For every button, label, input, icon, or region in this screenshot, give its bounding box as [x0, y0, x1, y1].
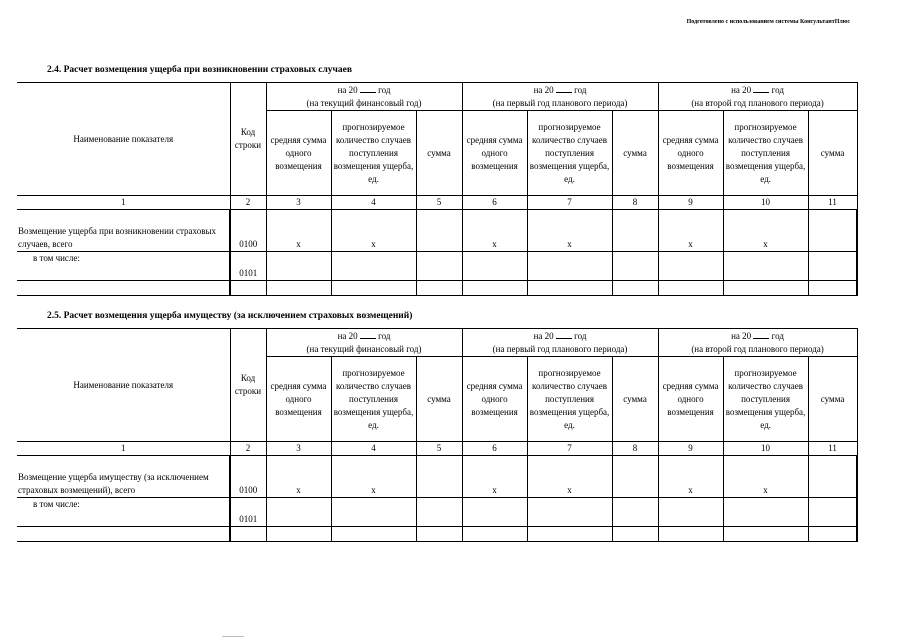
col-number: 6 — [462, 196, 527, 210]
col-head-sum: сумма — [416, 111, 462, 196]
cell-input[interactable] — [527, 252, 612, 281]
period-prefix: на 20 — [533, 85, 554, 95]
row-code: 0100 — [230, 210, 266, 252]
col-number: 6 — [462, 442, 527, 456]
cell-input[interactable] — [416, 281, 462, 296]
cell-input[interactable] — [266, 527, 331, 542]
cell-input[interactable] — [230, 527, 266, 542]
period-prefix: на 20 — [337, 85, 358, 95]
col-head-avg: средняя сумма одного возмещения — [658, 357, 723, 442]
row-including-label: в том числе: — [17, 252, 230, 281]
cell-input[interactable] — [808, 456, 857, 498]
cell-input[interactable] — [612, 498, 658, 527]
col-head-period-current — [266, 83, 462, 111]
cell-empty — [17, 527, 230, 542]
col-number: 2 — [230, 196, 266, 210]
cell-mark: x — [266, 210, 331, 252]
row-code: 0101 — [230, 252, 266, 281]
row-total-label: Возмещение ущерба при возникновении страховых случаев, всего — [17, 210, 230, 252]
cell-input[interactable] — [266, 498, 331, 527]
col-head-name: Наименование показателя — [17, 329, 230, 442]
col-number: 9 — [658, 442, 723, 456]
period-suffix: год — [771, 85, 784, 95]
table-row — [17, 281, 857, 296]
period-note: (на первый год планового периода) — [492, 98, 628, 108]
cell-input[interactable] — [462, 498, 527, 527]
cell-input[interactable] — [416, 210, 462, 252]
col-head-forecast: прогнозируемое количество случаев поступления возмещения ущерба, ед. — [527, 357, 612, 442]
period-note: (на текущий финансовый год) — [306, 344, 422, 354]
col-number: 3 — [266, 196, 331, 210]
col-head-period-second — [658, 329, 857, 357]
col-number: 3 — [266, 442, 331, 456]
table-2-4 — [17, 82, 858, 296]
period-prefix: на 20 — [731, 331, 752, 341]
col-head-period-first — [462, 83, 658, 111]
cell-input[interactable] — [462, 252, 527, 281]
period-suffix: год — [574, 331, 587, 341]
cell-input[interactable] — [416, 527, 462, 542]
col-head-forecast: прогнозируемое количество случаев поступления возмещения ущерба, ед. — [723, 357, 808, 442]
cell-mark: x — [331, 456, 416, 498]
col-head-period-first — [462, 329, 658, 357]
cell-input[interactable] — [612, 252, 658, 281]
cell-mark: x — [331, 210, 416, 252]
row-total-label: Возмещение ущерба имуществу (за исключением страховых возмещений), всего — [17, 456, 230, 498]
cell-input[interactable] — [723, 498, 808, 527]
period-prefix: на 20 — [533, 331, 554, 341]
period-note: (на второй год планового периода) — [691, 98, 824, 108]
cell-mark: x — [723, 210, 808, 252]
cell-input[interactable] — [808, 498, 857, 527]
col-number: 9 — [658, 196, 723, 210]
col-number: 1 — [17, 196, 230, 210]
row-including-label: в том числе: — [17, 498, 230, 527]
col-head-sum: сумма — [416, 357, 462, 442]
col-number: 1 — [17, 442, 230, 456]
cell-input[interactable] — [612, 456, 658, 498]
cell-mark: x — [527, 210, 612, 252]
period-note: (на первый год планового периода) — [492, 344, 628, 354]
period-prefix: на 20 — [337, 331, 358, 341]
cell-input[interactable] — [462, 527, 527, 542]
col-number: 10 — [723, 196, 808, 210]
cell-input[interactable] — [808, 527, 857, 542]
cell-input[interactable] — [416, 498, 462, 527]
cell-input[interactable] — [612, 210, 658, 252]
cell-empty — [17, 281, 230, 296]
row-code: 0100 — [230, 456, 266, 498]
col-head-sum: сумма — [612, 111, 658, 196]
cell-input[interactable] — [723, 281, 808, 296]
table-2-5 — [17, 328, 858, 542]
col-head-avg: средняя сумма одного возмещения — [266, 357, 331, 442]
cell-input[interactable] — [331, 252, 416, 281]
col-number: 2 — [230, 442, 266, 456]
header-note: Подготовлено с использованием системы КонсультантПлюс — [686, 19, 850, 25]
col-number: 11 — [808, 442, 857, 456]
period-suffix: год — [378, 331, 391, 341]
col-head-forecast: прогнозируемое количество случаев поступления возмещения ущерба, ед. — [331, 357, 416, 442]
col-number: 7 — [527, 442, 612, 456]
col-number: 4 — [331, 196, 416, 210]
cell-input[interactable] — [808, 210, 857, 252]
cell-input[interactable] — [808, 252, 857, 281]
section-title-2-5: 2.5. Расчет возмещения ущерба имуществу (за исключением страховых возмещений) — [47, 311, 413, 321]
col-number: 7 — [527, 196, 612, 210]
period-note: (на текущий финансовый год) — [306, 98, 422, 108]
col-head-sum: сумма — [808, 357, 857, 442]
cell-input[interactable] — [658, 281, 723, 296]
cell-input[interactable] — [808, 281, 857, 296]
col-head-avg: средняя сумма одного возмещения — [462, 357, 527, 442]
col-head-code: Код строки — [230, 329, 266, 442]
cell-input[interactable] — [658, 252, 723, 281]
cell-input[interactable] — [331, 281, 416, 296]
period-prefix: на 20 — [731, 85, 752, 95]
period-suffix: год — [378, 85, 391, 95]
col-head-name: Наименование показателя — [17, 83, 230, 196]
cell-mark: x — [658, 210, 723, 252]
col-head-period-current — [266, 329, 462, 357]
scan-mark — [222, 636, 244, 637]
cell-mark: x — [266, 456, 331, 498]
cell-mark: x — [658, 456, 723, 498]
row-code: 0101 — [230, 498, 266, 527]
col-number: 5 — [416, 196, 462, 210]
table-row — [17, 456, 857, 498]
section-title-2-4: 2.4. Расчет возмещения ущерба при возникновении страховых случаев — [47, 65, 352, 75]
col-head-avg: средняя сумма одного возмещения — [658, 111, 723, 196]
period-note: (на второй год планового периода) — [691, 344, 824, 354]
table-row — [17, 527, 857, 542]
cell-input[interactable] — [266, 281, 331, 296]
cell-input[interactable] — [658, 527, 723, 542]
period-suffix: год — [574, 85, 587, 95]
cell-input[interactable] — [331, 498, 416, 527]
col-number: 4 — [331, 442, 416, 456]
col-number: 8 — [612, 442, 658, 456]
col-head-period-second — [658, 83, 857, 111]
cell-input[interactable] — [612, 527, 658, 542]
cell-input[interactable] — [416, 252, 462, 281]
cell-input[interactable] — [462, 281, 527, 296]
col-head-forecast: прогнозируемое количество случаев поступления возмещения ущерба, ед. — [527, 111, 612, 196]
col-number: 8 — [612, 196, 658, 210]
table-row — [17, 210, 857, 252]
cell-input[interactable] — [658, 498, 723, 527]
col-number: 10 — [723, 442, 808, 456]
cell-mark: x — [723, 456, 808, 498]
col-head-avg: средняя сумма одного возмещения — [462, 111, 527, 196]
cell-mark: x — [527, 456, 612, 498]
col-number: 11 — [808, 196, 857, 210]
cell-input[interactable] — [527, 498, 612, 527]
cell-mark: x — [462, 456, 527, 498]
cell-input[interactable] — [527, 527, 612, 542]
cell-input[interactable] — [331, 527, 416, 542]
period-suffix: год — [771, 331, 784, 341]
col-head-forecast: прогнозируемое количество случаев поступления возмещения ущерба, ед. — [723, 111, 808, 196]
cell-input[interactable] — [723, 527, 808, 542]
col-head-avg: средняя сумма одного возмещения — [266, 111, 331, 196]
col-head-code: Код строки — [230, 83, 266, 196]
col-number: 5 — [416, 442, 462, 456]
cell-input[interactable] — [266, 252, 331, 281]
table-row — [17, 252, 857, 281]
cell-input[interactable] — [416, 456, 462, 498]
col-head-sum: сумма — [612, 357, 658, 442]
cell-input[interactable] — [527, 281, 612, 296]
col-head-sum: сумма — [808, 111, 857, 196]
cell-input[interactable] — [230, 281, 266, 296]
cell-input[interactable] — [723, 252, 808, 281]
cell-mark: x — [462, 210, 527, 252]
table-row — [17, 498, 857, 527]
cell-input[interactable] — [612, 281, 658, 296]
col-head-forecast: прогнозируемое количество случаев поступления возмещения ущерба, ед. — [331, 111, 416, 196]
